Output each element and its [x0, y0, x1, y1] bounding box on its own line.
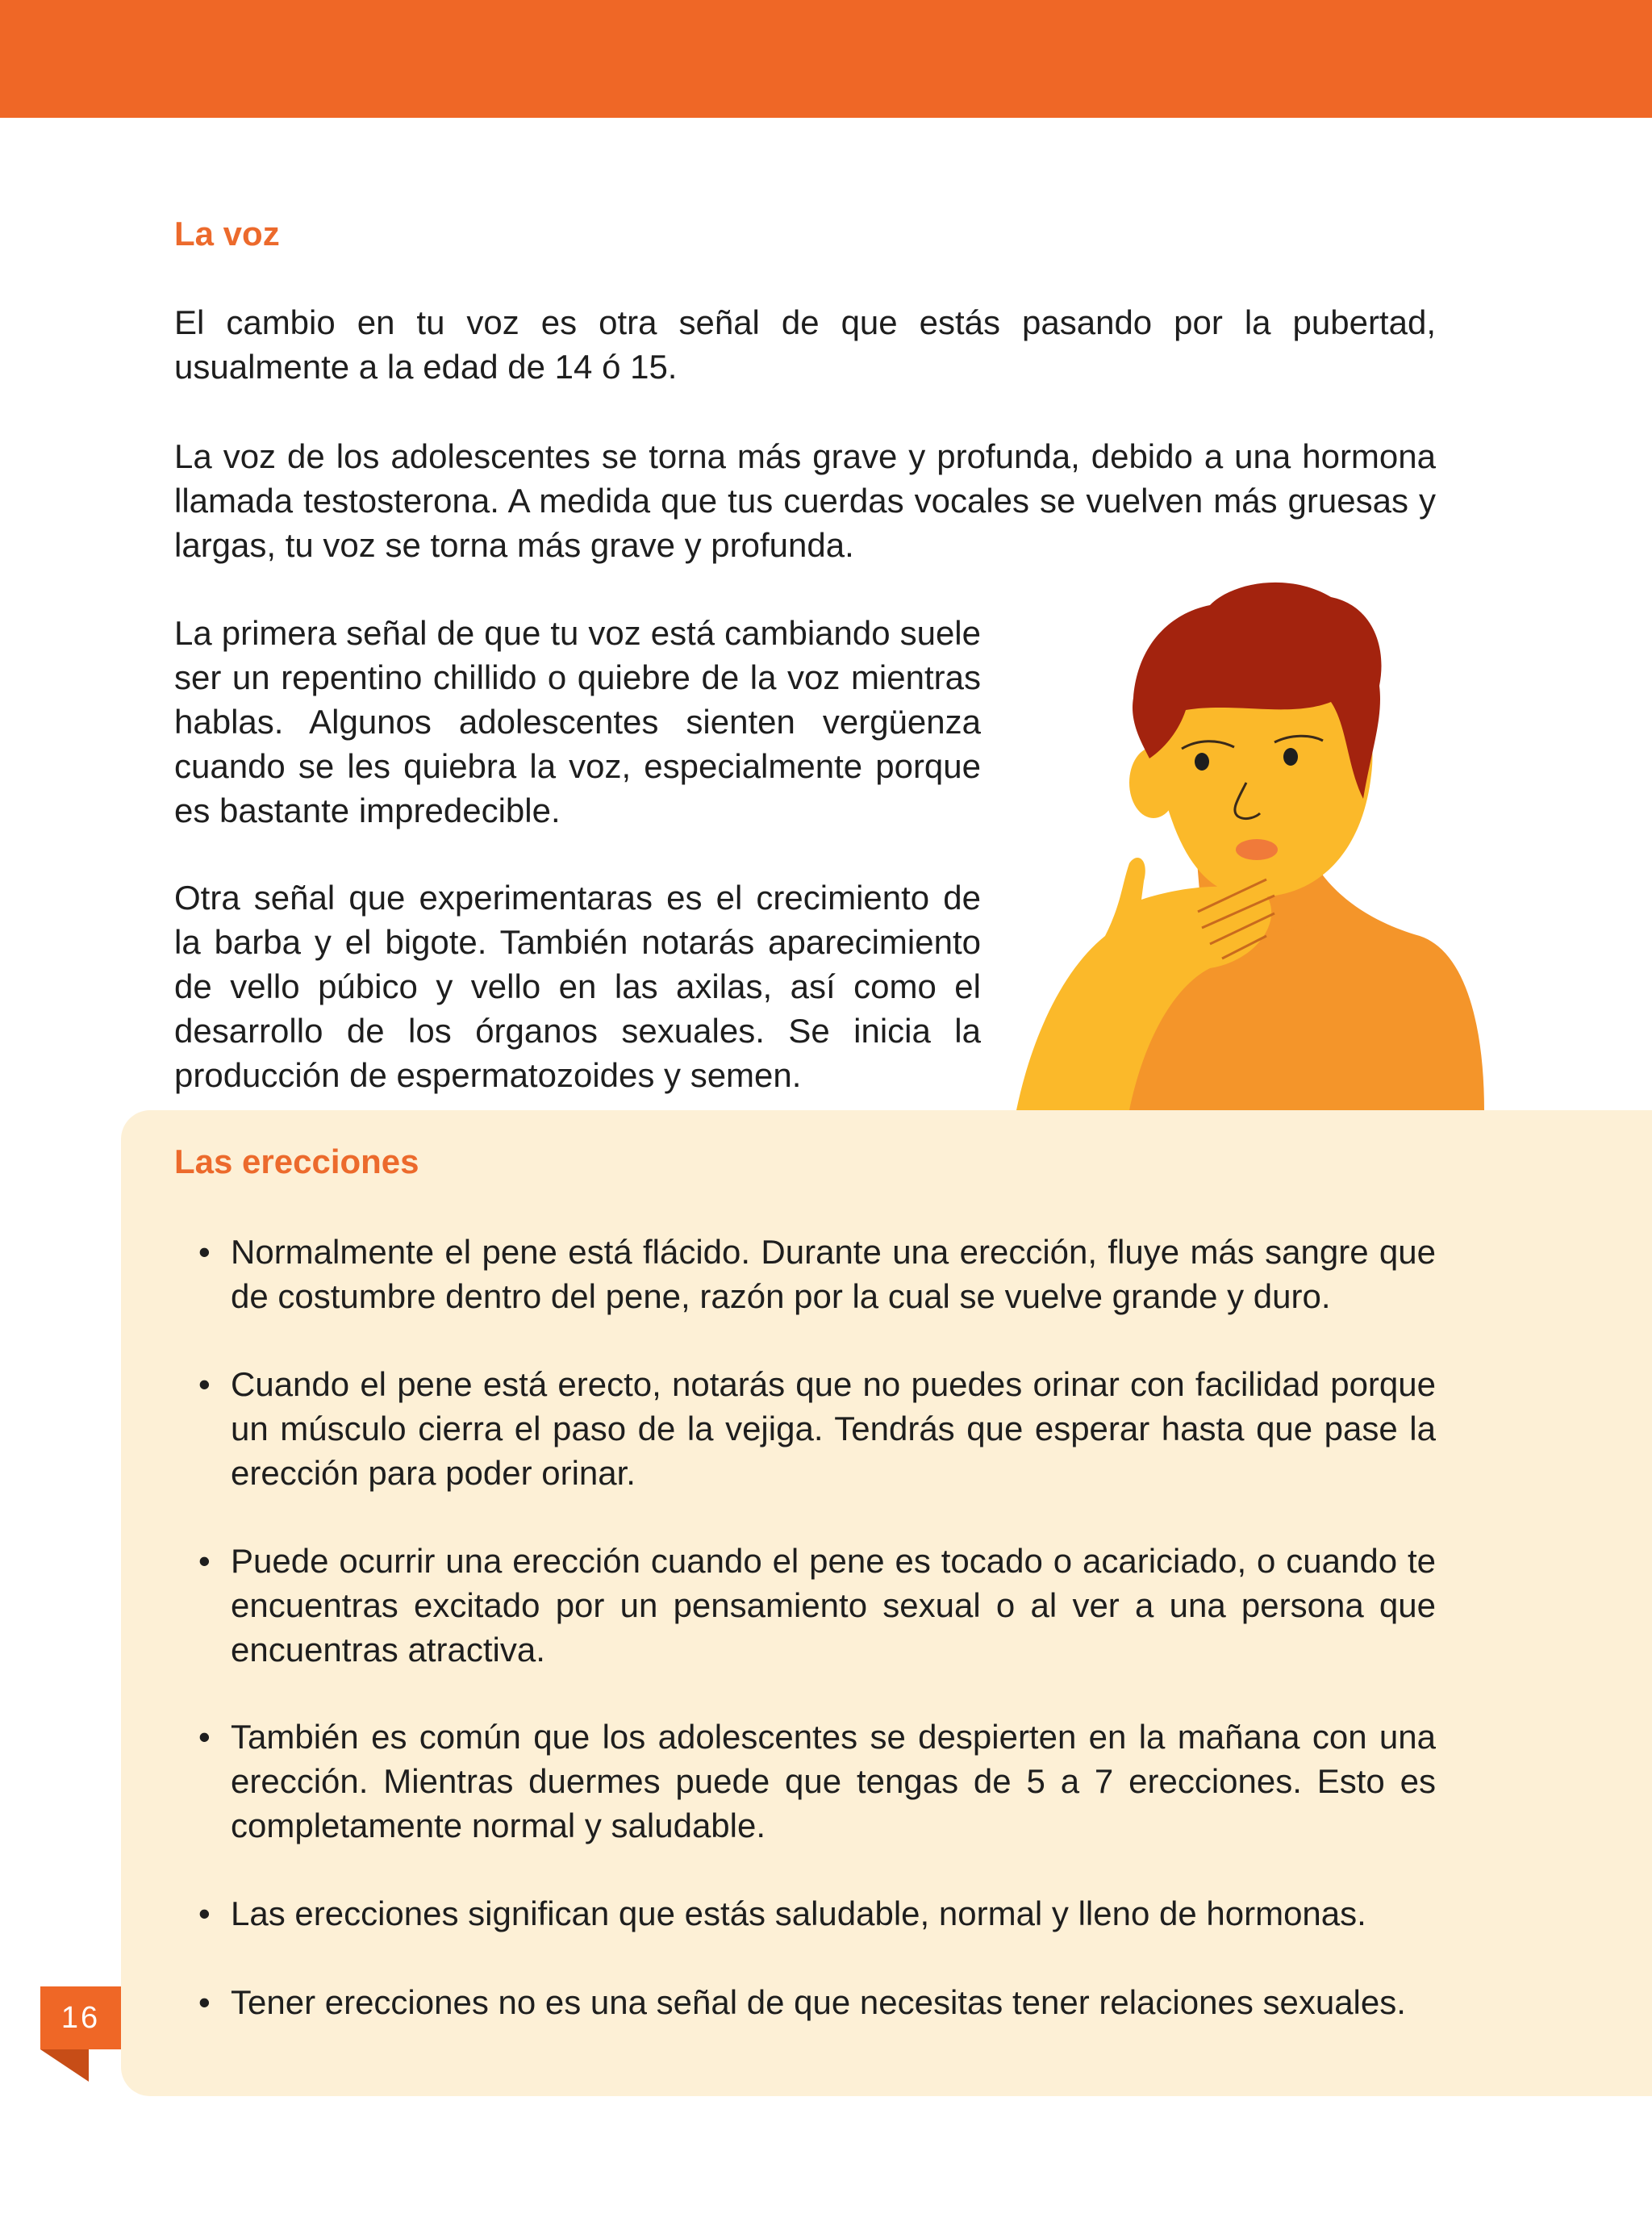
bullet-text-3: Puede ocurrir una erección cuando el pene es tocado o acariciado, o cuando te encuentras excitado por un pensamiento sexual o al ver a una persona que encuentras atractiva. [231, 1542, 1436, 1669]
bullet-text-1: Normalmente el pene está flácido. Durante una erección, fluye más sangre que de costumbre dentro del pene, razón por la cual se vuelve grande y duro. [231, 1233, 1436, 1315]
right-eye [1283, 748, 1298, 766]
paragraph-voice-4: Otra señal que experimentaras es el crecimiento de la barba y el bigote. También notarás aparecimiento de vello púbico y vello en las axilas, así como el desarrollo de los órganos sexuales. Se inicia la producción de espermatozoides y semen. [174, 879, 981, 1094]
bullet-dot: • [198, 1233, 211, 1271]
mouth-shape [1236, 839, 1278, 860]
bullet-text-4: También es común que los adolescentes se despierten en la mañana con una erección. Mientras duermes puede que tengas de 5 a 7 erecciones. Esto es completamente normal y saludable. [231, 1718, 1436, 1844]
bullet-text-5: Las erecciones significan que estás saludable, normal y lleno de hormonas. [231, 1894, 1366, 1932]
paragraph-voice-2: La voz de los adolescentes se torna más grave y profunda, debido a una hormona llamada testosterona. A medida que tus cuerdas vocales se vuelven más gruesas y largas, tu voz se torna más grave y profunda. [174, 437, 1436, 564]
header-band [0, 0, 1652, 118]
paragraph-voice-1: El cambio en tu voz es otra señal de que estás pasando por la pubertad, usualmente a la edad de 14 ó 15. [174, 303, 1436, 386]
section-title-la-voz: La voz [174, 215, 280, 253]
page-tab-fold [40, 2049, 89, 2082]
bullet-dot: • [198, 1365, 211, 1403]
paragraph-voice-3: La primera señal de que tu voz está cambiando suele ser un repentino chillido o quiebre de la voz mientras hablas. Algunos adolescentes sienten vergüenza cuando se les quiebra la voz, especialmente porque es bastante impredecible. [174, 614, 981, 829]
page-number: 16 [60, 2001, 101, 2035]
bullet-text-6: Tener erecciones no es una señal de que necesitas tener relaciones sexuales. [231, 1983, 1406, 2021]
ear-shape [1129, 747, 1178, 818]
bullet-dot: • [198, 1894, 211, 1932]
bullet-text-2: Cuando el pene está erecto, notarás que no puedes orinar con facilidad porque un músculo cierra el paso de la vejiga. Tendrás que esperar hasta que pase la erección para poder orinar. [231, 1365, 1436, 1492]
section-title-las-erecciones: Las erecciones [174, 1142, 419, 1180]
teen-touching-throat-illustration [1000, 581, 1500, 1110]
left-eye [1195, 753, 1209, 771]
bullet-dot: • [198, 1983, 211, 2021]
bullet-dot: • [198, 1718, 211, 1756]
page-number-tab [40, 1986, 121, 2049]
bullet-dot: • [198, 1542, 211, 1580]
